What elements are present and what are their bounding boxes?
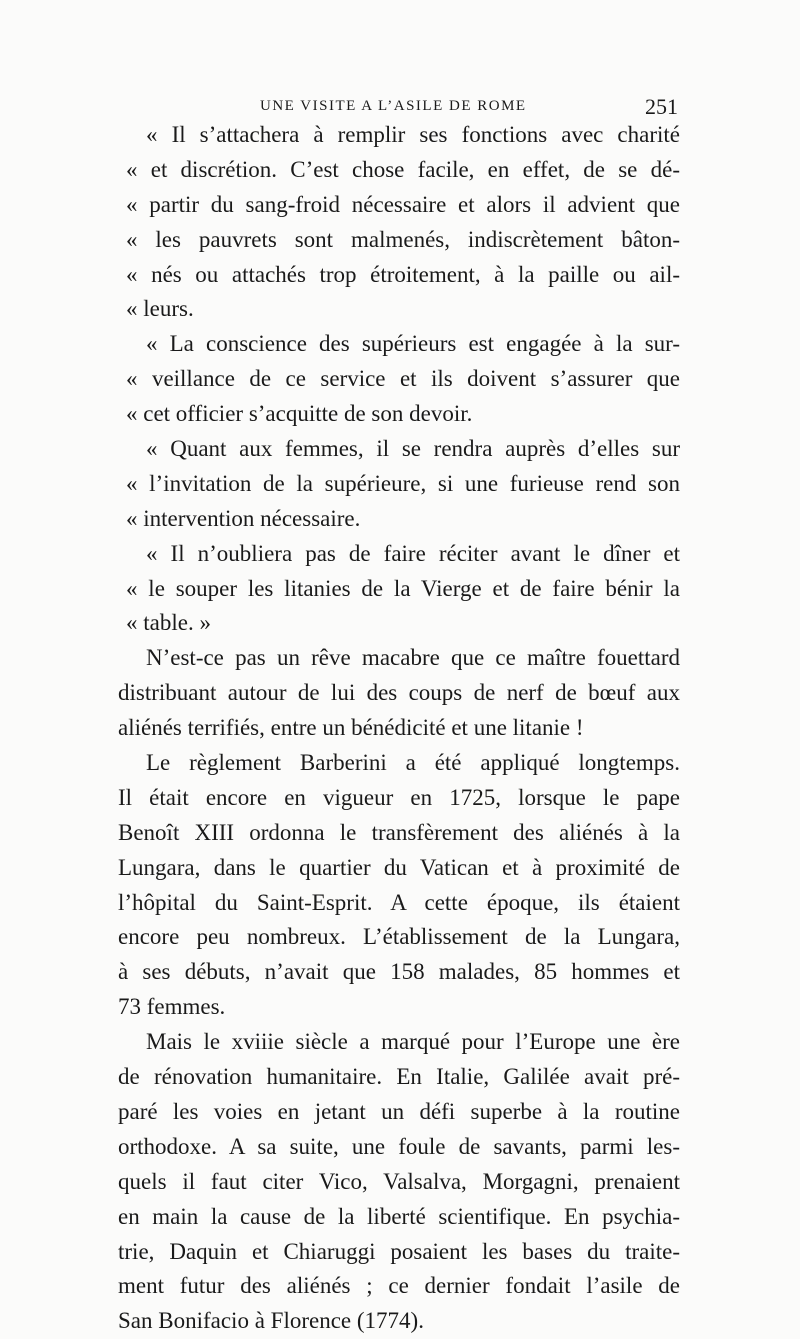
text-line: de rénovation humanitaire. En Italie, Galilée avait pré-: [118, 1064, 680, 1090]
text-line: paré les voies en jetant un défi superbe à la routine: [118, 1098, 680, 1124]
text-line: « le souper les litanies de la Vierge et de faire bénir la: [126, 575, 680, 601]
page-number: 251: [645, 94, 678, 119]
text-line: distribuant autour de lui des coups de nerf de bœuf aux: [118, 680, 680, 706]
text-line: Lungara, dans le quartier du Vatican et à proximité de: [118, 854, 680, 880]
text-line: quels il faut citer Vico, Valsalva, Morgagni, prenaient: [118, 1168, 680, 1194]
text-line: « leurs.: [126, 296, 194, 322]
text-line: « cet officier s’acquitte de son devoir.: [126, 401, 473, 427]
text-line: trie, Daquin et Chiaruggi posaient les bases du traite-: [118, 1238, 680, 1264]
text-line: « table. »: [126, 610, 211, 636]
text-line: encore peu nombreux. L’établissement de la Lungara,: [118, 924, 680, 950]
text-line: N’est-ce pas un rêve macabre que ce maître fouettard: [146, 645, 680, 671]
text-line: « partir du sang-froid nécessaire et alors il advient que: [126, 191, 680, 217]
text-line: « et discrétion. C’est chose facile, en effet, de se dé-: [126, 156, 680, 182]
text-line: Benoît XIII ordonna le transfèrement des aliénés à la: [118, 819, 680, 845]
running-head: UNE VISITE A L’ASILE DE ROME: [260, 98, 527, 114]
text-line: « intervention nécessaire.: [126, 505, 361, 531]
text-line: aliénés terrifiés, entre un bénédicité et une litanie !: [118, 715, 584, 741]
text-line: Il était encore en vigueur en 1725, lorsque le pape: [118, 784, 680, 810]
text-line: « Quant aux femmes, il se rendra auprès d’elles sur: [146, 436, 680, 462]
text-line: ment futur des aliénés ; ce dernier fondait l’asile de: [118, 1273, 680, 1299]
text-line: « nés ou attachés trop étroitement, à la paille ou ail-: [126, 261, 680, 287]
text-line: « La conscience des supérieurs est engagée à la sur-: [146, 331, 680, 357]
text-line: « veillance de ce service et ils doivent s’assurer que: [126, 366, 680, 392]
text-line: orthodoxe. A sa suite, une foule de savants, parmi les-: [118, 1133, 680, 1159]
text-line: « l’invitation de la supérieure, si une furieuse rend son: [126, 470, 680, 496]
text-line: à ses débuts, n’avait que 158 malades, 85 hommes et: [118, 959, 680, 985]
text-line: en main la cause de la liberté scientifique. En psychia-: [118, 1203, 680, 1229]
body-text: [118, 118, 680, 1339]
text-line: Mais le xviiie siècle a marqué pour l’Europe une ère: [146, 1029, 680, 1055]
text-line: Le règlement Barberini a été appliqué longtemps.: [146, 750, 680, 776]
text-line: « Il n’oubliera pas de faire réciter avant le dîner et: [146, 540, 680, 566]
text-line: San Bonifacio à Florence (1774).: [118, 1308, 424, 1334]
text-line: « Il s’attachera à remplir ses fonctions avec charité: [146, 122, 680, 147]
text-line: l’hôpital du Saint-Esprit. A cette époque, ils étaient: [118, 889, 680, 915]
text-line: 73 femmes.: [118, 994, 226, 1020]
text-line: « les pauvrets sont malmenés, indiscrètement bâton-: [126, 226, 680, 252]
